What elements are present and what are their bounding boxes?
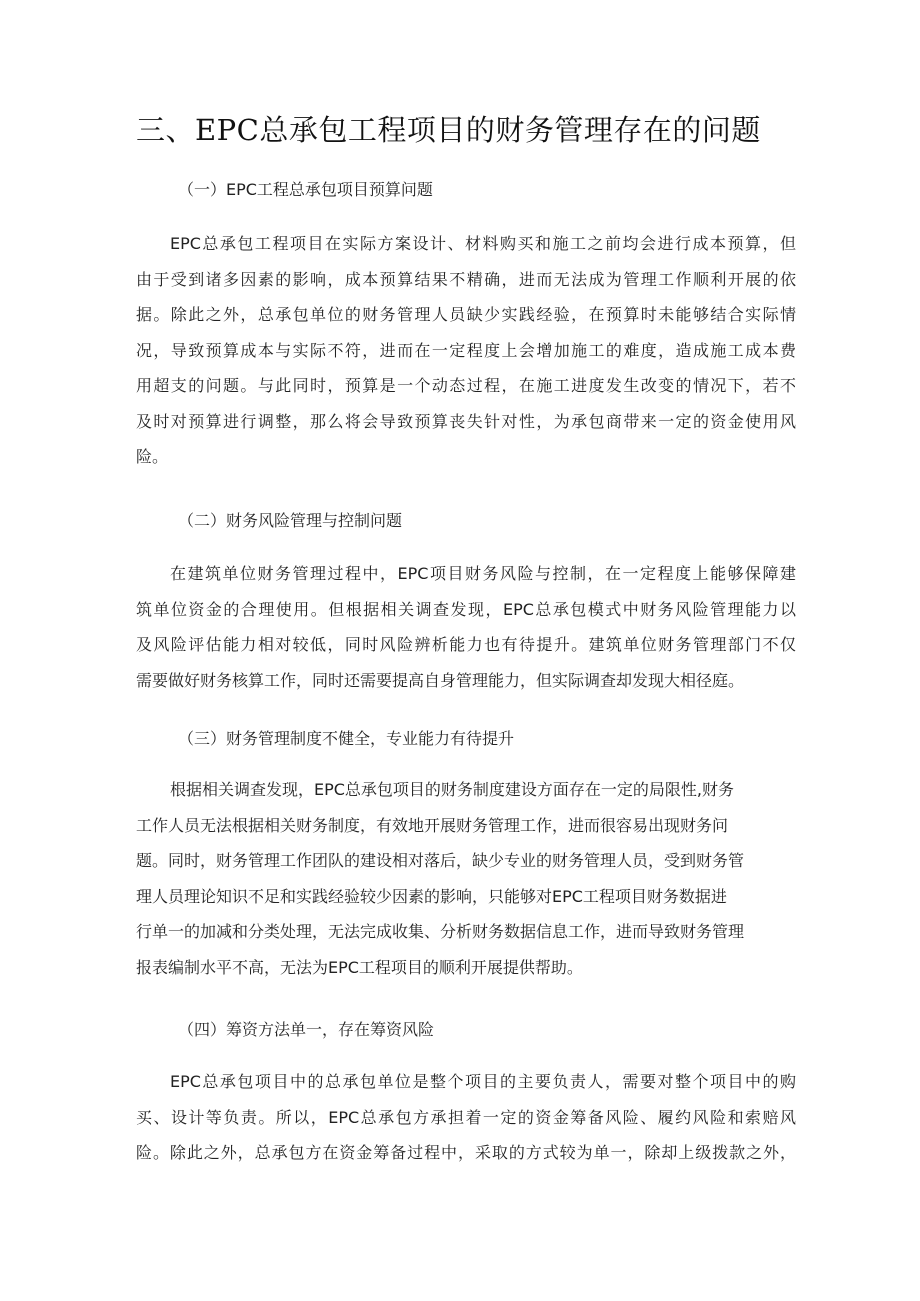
section-paragraph-2 [136,556,796,698]
section-paragraph-4 [136,1064,796,1171]
paragraph-line: 筑单位资金的合理使用。但根据相关调查发现，EPC总承包模式中财务风险管理能力以 [136,599,796,619]
paragraph-line: 险。除此之外，总承包方在资金筹备过程中，采取的方式较为单一，除却上级拨款之外， [136,1143,796,1162]
paragraph-line: 在建筑单位财务管理过程中，EPC项目财务风险与控制，在一定程度上能够保障建 [170,564,796,583]
paragraph-line: 题。同时，财务管理工作团队的建设相对落后，缺少专业的财务管理人员，受到财务管 [136,851,745,870]
paragraph-line: 险。 [136,447,169,466]
section-paragraph-1 [136,226,796,475]
section-heading-4: （四）筹资方法单一，存在筹资风险 [178,1020,435,1039]
paragraph-line: 报表编制水平不高，无法为EPC工程项目的顺利开展提供帮助。 [136,957,583,977]
paragraph-line: 买、设计等负责。所以，EPC总承包方承担着一定的资金筹备风险、履约风险和索赔风 [136,1107,796,1127]
paragraph-line: 用超支的问题。与此同时，预算是一个动态过程，在施工进度发生改变的情况下，若不 [136,376,796,395]
paragraph-line: 由于受到诸多因素的影响，成本预算结果不精确，进而无法成为管理工作顺利开展的依 [136,269,796,289]
paragraph-line: 需要做好财务核算工作，同时还需要提高自身管理能力，但实际调查却发现大相径庭。 [136,670,745,690]
paragraph-line: EPC总承包工程项目在实际方案设计、材料购买和施工之前均会进行成本预算，但 [170,234,796,253]
paragraph-line: 行单一的加减和分类处理，无法完成收集、分析财务数据信息工作，进而导致财务管理 [136,922,745,941]
paragraph-line: EPC总承包项目中的总承包单位是整个项目的主要负责人，需要对整个项目中的购 [170,1072,796,1091]
section-heading-3: （三）财务管理制度不健全，专业能力有待提升 [178,729,515,748]
paragraph-line: 工作人员无法根据相关财务制度，有效地开展财务管理工作，进而很容易出现财务问 [136,815,729,835]
paragraph-line: 根据相关调查发现，EPC总承包项目的财务制度建设方面存在一定的局限性,财务 [170,780,735,799]
paragraph-line: 及风险评估能力相对较低，同时风险辨析能力也有待提升。建筑单位财务管理部门不仅 [136,635,796,654]
section-paragraph-3 [136,772,796,985]
section-heading-2: （二）财务风险管理与控制问题 [178,511,403,530]
paragraph-line: 及时对预算进行调整，那么将会导致预算丧失针对性，为承包商带来一定的资金使用风 [136,411,796,431]
section-heading-1: （一）EPC工程总承包项目预算问题 [178,180,433,199]
paragraph-line: 据。除此之外，总承包单位的财务管理人员缺少实践经验，在预算时未能够结合实际情 [136,305,796,324]
paragraph-line: 况，导致预算成本与实际不符，进而在一定程度上会增加施工的难度，造成施工成本费 [136,340,796,360]
main-heading: 三、EPC总承包工程项目的财务管理存在的问题 [136,113,761,147]
paragraph-line: 理人员理论知识不足和实践经验较少因素的影响，只能够对EPC工程项目财务数据进 [136,886,727,906]
